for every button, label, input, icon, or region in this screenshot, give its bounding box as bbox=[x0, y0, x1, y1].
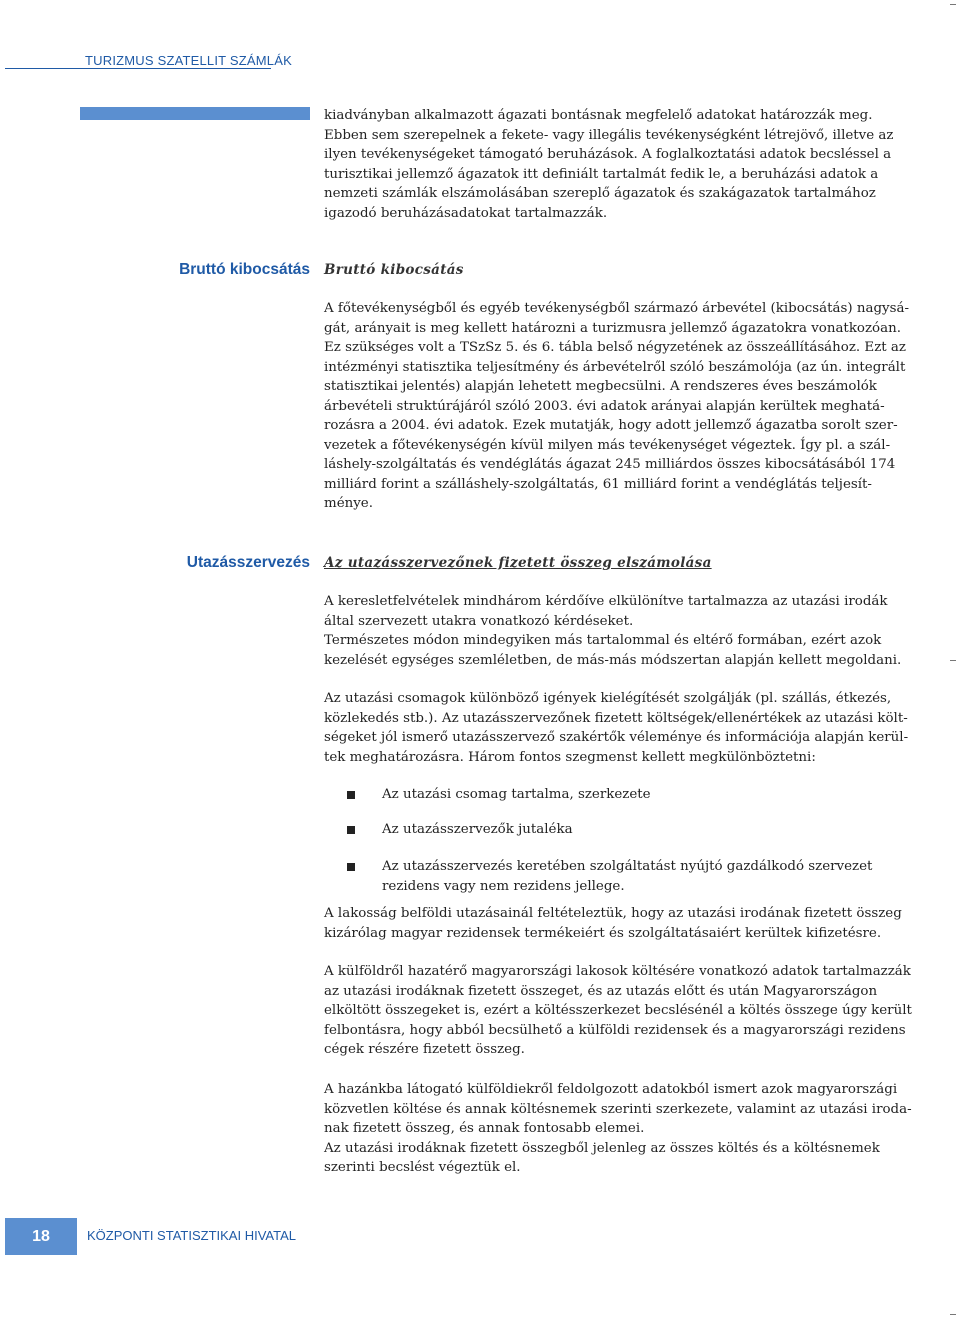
text-line: A keresletfelvételek mindhárom kérdőíve elkülönítve tartalmazza az utazási irodák bbox=[324, 594, 888, 609]
utazas-paragraph-2 bbox=[324, 689, 914, 767]
page-number-box bbox=[5, 1218, 77, 1255]
text-line: felbontásra, hogy abból becsülhető a külföldi rezidensek és a magyarországi rezidens bbox=[324, 1022, 906, 1038]
utazas-paragraph-3 bbox=[324, 904, 914, 943]
brutto-paragraph bbox=[324, 299, 914, 514]
text-line: turisztikai jellemző ágazatok itt definiált tartalmát fedik le, a beruházási adatok a bbox=[324, 166, 879, 182]
accent-bar bbox=[80, 107, 310, 120]
text-line: láshely-szolgáltatás és vendéglátás ágazat 245 milliárdos összes kibocsátásából 174 bbox=[324, 457, 896, 472]
text-line: által szervezett utakra vonatkozó kérdéseket. bbox=[324, 613, 634, 629]
bullet-square-icon bbox=[347, 863, 355, 871]
utazas-paragraph-1 bbox=[324, 592, 914, 670]
segment-list bbox=[324, 857, 884, 896]
text-line: nemzeti számlák elszámolásában szereplő ágazatok és szakágazatok tartalmához bbox=[324, 186, 876, 201]
list-item bbox=[324, 785, 914, 805]
text-line: Az utazási csomagok különböző igények kielégítését szolgálják (pl. szállás, étkezés, bbox=[324, 691, 892, 706]
intro-paragraph bbox=[324, 106, 914, 223]
publisher-name: KÖZPONTI STATISZTIKAI HIVATAL bbox=[87, 1228, 296, 1243]
text-line: A külföldről hazatérő magyarországi lakosok költésére vonatkozó adatok tartalmazzák bbox=[324, 964, 911, 979]
segment-list bbox=[324, 785, 914, 805]
text-line: kiadványban alkalmazott ágazati bontásnak megfelelő adatokat határozzák meg. bbox=[324, 108, 873, 123]
text-line: kizárólag magyar rezidensek termékeiért és szolgáltatásaiért kerültek kifizetésre. bbox=[324, 925, 882, 941]
crop-mark bbox=[950, 4, 956, 5]
text-line: gát, arányait is meg kellett határozni a turizmusra jellemző ágazatokra vonatkozóan. bbox=[324, 320, 901, 336]
text-line: tek meghatározásra. Három fontos szegmenst kellett megkülönböztetni: bbox=[324, 749, 816, 765]
utazas-paragraph-5 bbox=[324, 1080, 914, 1178]
crop-mark bbox=[950, 660, 956, 661]
text-line: az utazási irodáknak fizetett összeget, és az utazás előtt és után Magyarországon bbox=[324, 983, 878, 999]
text-line: statisztikai jelentés) alapján lehetett megbecsülni. A rendszeres éves beszámolók bbox=[324, 379, 877, 394]
side-heading-utazas: Utazásszervezés bbox=[186, 554, 310, 571]
bullet-square-icon bbox=[347, 826, 355, 834]
header-rule bbox=[5, 68, 271, 69]
page-number: 18 bbox=[32, 1227, 50, 1245]
bullet-square-icon bbox=[347, 791, 355, 799]
text-line: kezelését egységes szemléletben, de más-más módszertan alapján kellett megoldani. bbox=[324, 652, 902, 668]
crop-mark bbox=[950, 1314, 956, 1315]
text-line: szerinti becslést végeztük el. bbox=[324, 1160, 521, 1175]
text-line: milliárd forint a szálláshely-szolgáltatás, 61 milliárd forint a vendéglátás teljesít- bbox=[324, 476, 872, 492]
text-line: ménye. bbox=[324, 496, 373, 511]
text-line: Természetes módon mindegyiken más tartalommal és eltérő formában, ezért azok bbox=[324, 633, 882, 648]
text-line: intézményi statisztika teljesítmény és árbevételről szóló beszámolója (az ún. integrált bbox=[324, 359, 906, 375]
section-title-brutto: Bruttó kibocsátás bbox=[324, 262, 464, 278]
list-item bbox=[324, 820, 914, 840]
text-line: közvetlen költése és annak költésnemek szerinti szerkezete, valamint az utazási iroda- bbox=[324, 1101, 912, 1117]
running-header: TURIZMUS SZATELLIT SZÁMLÁK bbox=[85, 53, 292, 68]
text-line: Ebben sem szerepelnek a fekete- vagy illegális tevékenységként létrejövő, illetve az bbox=[324, 127, 894, 143]
utazas-paragraph-4 bbox=[324, 962, 914, 1060]
text-line: Az utazási irodáknak fizetett összegből jelenleg az összes költés és a költésnemek bbox=[324, 1140, 880, 1156]
text-line: Ez szükséges volt a TSzSz 5. és 6. tábla belső négyzetének az összeállításához. Ezt az bbox=[324, 340, 906, 355]
text-line: árbevételi struktúrájáról szóló 2003. évi adatok arányai alapján kerültek meghatá- bbox=[324, 398, 885, 414]
text-line: közlekedés stb.). Az utazásszervezőnek fizetett költségek/ellenértékek az utazási költ- bbox=[324, 710, 908, 726]
text-line: A lakosság belföldi utazásainál feltételeztük, hogy az utazási irodának fizetett összeg bbox=[324, 906, 902, 921]
text-line: igazodó beruházásadatokat tartalmazzák. bbox=[324, 205, 608, 221]
side-heading-brutto: Bruttó kibocsátás bbox=[179, 261, 310, 278]
text-line: ilyen tevékenységeket támogató beruházások. A foglalkoztatási adatok becsléssel a bbox=[324, 147, 892, 162]
text-line: A hazánkba látogató külföldiekről feldolgozott adatokból ismert azok magyarországi bbox=[324, 1082, 898, 1097]
text-line: vezetek a főtevékenységén kívül milyen más tevékenységet végeztek. Így pl. a szál- bbox=[324, 437, 891, 453]
text-line: rozásra a 2004. évi adatok. Ezek mutatják, hogy adott jellemző ágazatba sorolt szer- bbox=[324, 418, 898, 433]
text-line: ségeket jól ismerő utazásszervező szakértők véleménye és információja alapján kerül- bbox=[324, 730, 909, 745]
section-title-utazas: Az utazásszervezőnek fizetett összeg elszámolása bbox=[324, 555, 712, 571]
list-item-text: Az utazási csomag tartalma, szerkezete bbox=[382, 787, 651, 802]
text-line: cégek részére fizetett összeg. bbox=[324, 1042, 525, 1057]
text-line: nak fizetett összeg, és annak fontosabb elemei. bbox=[324, 1121, 645, 1136]
list-item-text: Az utazásszervezés keretében szolgáltatást nyújtó gazdálkodó szervezet rezidens vagy nem rezidens jellege. bbox=[382, 859, 873, 894]
text-line: A főtevékenységből és egyéb tevékenységből származó árbevétel (kibocsátás) nagysá- bbox=[324, 301, 909, 316]
list-item-text: Az utazásszervezők jutaléka bbox=[382, 822, 573, 837]
text-line: elköltött összegeket is, ezért a költésszerkezet becslésénél a költés összege úgy került bbox=[324, 1003, 912, 1018]
list-item bbox=[324, 857, 884, 896]
segment-list bbox=[324, 820, 914, 840]
